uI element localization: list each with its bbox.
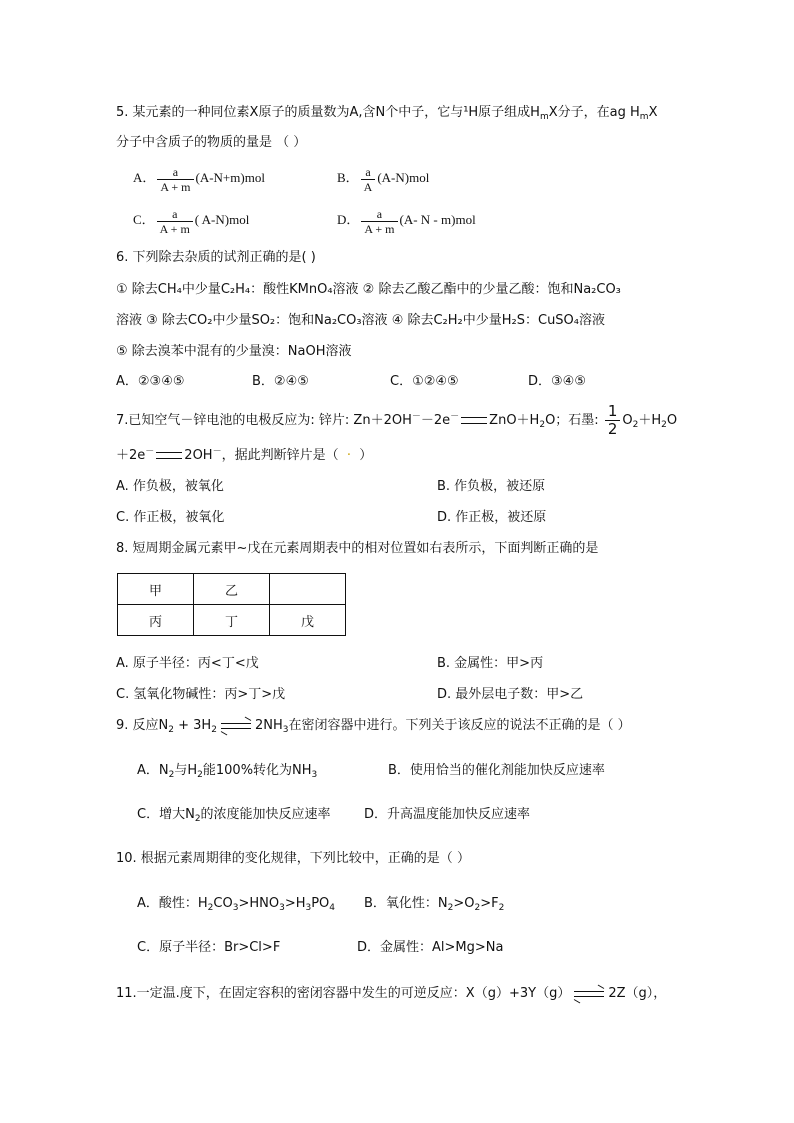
q7-option-a[interactable]: A. 作负极，被氧化 <box>116 479 224 494</box>
table-cell: 丁 <box>194 605 270 636</box>
q9-option-b[interactable]: B．使用恰当的催化剂能加快反应速率 <box>388 763 605 778</box>
q6-option-a[interactable]: A．②③④⑤ <box>116 374 185 389</box>
q5-option-d[interactable]: D． $\frac{a}{A + m}$ (A- N - m)mol <box>337 206 476 236</box>
q10-option-b[interactable]: B．氧化性：$N_2>O_2>F_2$ <box>364 896 505 913</box>
q5-option-a[interactable]: A． $\frac{a}{A + m}$ (A-N+m)mol <box>133 164 265 194</box>
q6-item-line1: ① 除去CH₄中少量C₂H₄：酸性KMnO₄溶液 ② 除去乙酸乙酯中的少量乙酸：饱和Na₂CO₃ <box>116 282 621 297</box>
q9-option-a[interactable]: A．$N_2$与$H_2$能100%转化为$NH_3$ <box>137 763 318 780</box>
q10-option-c[interactable]: C．原子半径：Br>Cl>F <box>137 940 281 955</box>
q7-stem-line2: ＋2e－ 2OH－，据此判断锌片是（ · ） <box>116 447 373 463</box>
q9-option-c[interactable]: C．增大$N_2$的浓度能加快反应速率 <box>137 807 331 824</box>
q9-option-d[interactable]: D．升高温度能加快反应速率 <box>364 807 531 822</box>
equals-arrow-icon <box>156 452 182 459</box>
table-cell: 甲 <box>118 574 194 605</box>
periodic-table-fragment <box>117 573 346 636</box>
table-cell: 戊 <box>270 605 346 636</box>
equals-arrow-icon <box>461 417 487 424</box>
q7-option-c[interactable]: C. 作正极，被氧化 <box>116 510 225 525</box>
q5-stem-line2: 分子中含质子的物质的量是 （ ） <box>116 135 307 150</box>
q7-option-b[interactable]: B. 作负极，被还原 <box>437 479 546 494</box>
q10-stem: 10. 根据元素周期律的变化规律，下列比较中，正确的是（ ） <box>116 851 470 866</box>
table-cell: 丙 <box>118 605 194 636</box>
table-cell <box>270 574 346 605</box>
q6-stem: 6. 下列除去杂质的试剂正确的是( ) <box>116 250 316 265</box>
reversible-arrow-icon <box>574 989 604 999</box>
q8-option-a[interactable]: A. 原子半径：丙<丁<戊 <box>116 656 259 671</box>
q8-option-b[interactable]: B. 金属性：甲>丙 <box>437 656 544 671</box>
q8-option-d[interactable]: D. 最外层电子数：甲>乙 <box>437 687 584 702</box>
q6-option-d[interactable]: D．③④⑤ <box>528 374 586 389</box>
q7-stem-line1: 7.已知空气－锌电池的电极反应为: 锌片: Zn＋2OH－－2e－ $ZnO+H_2O$；石墨: $\frac{1}{2}$ $O_2+H_2O$ <box>116 402 678 438</box>
q6-item-line3: ⑤ 除去溴苯中混有的少量溴：NaOH溶液 <box>116 344 352 359</box>
reversible-arrow-icon <box>221 721 251 731</box>
q11-stem: 11.一定温.度下，在固定容积的密闭容器中发生的可逆反应：X（g）+3Y（g） 2Z（g）， <box>116 986 667 1001</box>
q9-stem: 9. 反应$N_2 + 3H_2$ $2NH_3$在密闭容器中进行。下列关于该反应的说法不正确的是（ ） <box>116 718 631 735</box>
table-cell: 乙 <box>194 574 270 605</box>
q10-option-a[interactable]: A．酸性：$H_2CO_3>HNO_3>H_3PO_4$ <box>137 896 336 913</box>
q10-option-d[interactable]: D．金属性：Al>Mg>Na <box>357 940 504 955</box>
q8-option-c[interactable]: C. 氢氧化物碱性：丙>丁>戊 <box>116 687 286 702</box>
q6-item-line2: 溶液 ③ 除去CO₂中少量SO₂：饱和Na₂CO₃溶液 ④ 除去C₂H₂中少量H₂S：CuSO₄溶液 <box>116 313 606 328</box>
q6-option-b[interactable]: B．②④⑤ <box>252 374 309 389</box>
q5-option-c[interactable]: C． $\frac{a}{A + m}$ ( A-N)mol <box>133 206 250 236</box>
q5-stem-line1: 5. 某元素的一种同位素X原子的质量数为A,含N个中子，它与¹H原子组成$H_mX$分子，在ag $H_mX$ <box>116 105 658 122</box>
q7-option-d[interactable]: D. 作正极，被还原 <box>437 510 547 525</box>
q6-option-c[interactable]: C．①②④⑤ <box>390 374 459 389</box>
q5-option-b[interactable]: B． $\frac{a}{A}$ (A-N)mol <box>337 164 430 194</box>
q8-stem: 8. 短周期金属元素甲~戊在元素周期表中的相对位置如右表所示，下面判断正确的是 <box>116 541 599 556</box>
